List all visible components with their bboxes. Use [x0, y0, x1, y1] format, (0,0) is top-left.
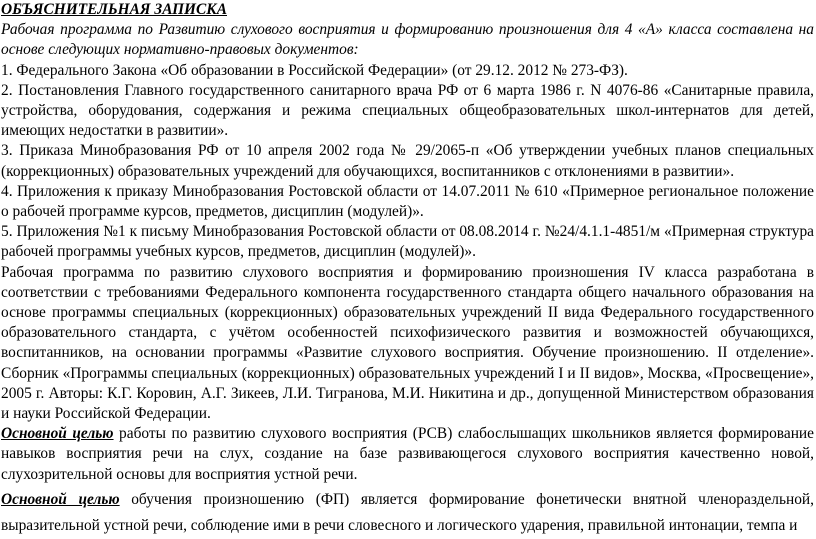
body-paragraph: Рабочая программа по развитию слухового восприятия и формированию произношения IV класса разработана в соответствии с требованиями Федерального компонента государственного стандарта общего начального образования на основе программы специальных (коррекционных) образовательных учреждений II вида Федерального государственного образовательного стандарта, с учётом особенностей психофизического развития и возможностей обучающихся, воспитанников, на основании программы «Развитие слухового восприятия. Обучение произношению. II отделение». Сборник «Программы специальных (коррекционных) образовательных учреждений I и II видов», Москва, «Просвещение», 2005 г. Авторы: К.Г. Коровин, А.Г. Зикеев, Л.И. Тигранова, М.И. Никитина и др., допущенной Министерством образования и науки Российской Федерации. [1, 263, 814, 423]
goal-label: Основной целью [1, 425, 114, 443]
goal-text: работы по развитию слухового восприятия (РСВ) слабослышащих школьников является формирование навыков восприятия речи на слух, создание на базе развивающегося слухового восприятия качественно новой, слухозрительной основы для восприятия устной речи. [1, 425, 815, 483]
document-title: ОБЪЯСНИТЕЛЬНАЯ ЗАПИСКА [1, 1, 227, 18]
list-item-1: 1. Федерального Закона «Об образовании в Российской Федерации» (от 29.12. 2012 № 273-ФЗ). [1, 61, 628, 79]
list-item-3: 3. Приказа Минобразования РФ от 10 апреля 2002 года № 29/2065-п «Об утверждении учебных планов специальных (коррекционных) образовательных учреждений для обучающихся, воспитанников с отклонениями в развитии». [1, 142, 814, 180]
goal-label: Основной целью [1, 490, 120, 508]
list-item-4: 4. Приложения к приказу Минобразования Ростовской области от 14.07.2011 № 610 «Примерное региональное положение о рабочей программе курсов, предметов, дисциплин (модулей)». [1, 182, 814, 221]
intro-paragraph: Рабочая программа по Развитию слухового восприятия и формированию произношения для 4 «А» класса составлена на основе следующих нормативно-правовых документов: [1, 21, 814, 59]
goal-paragraph-fp [1, 487, 814, 539]
goal-text: обучения произношению (ФП) является формирование фонетически внятной членораздельной, выразительной устной речи, соблюдение ими в речи словесного и логического ударения, правильной интонации, темпа и [1, 490, 815, 534]
list-item-2: 2. Постановления Главного государственного санитарного врача РФ от 6 марта 1986 г. N 4076-86 «Санитарные правила, устройства, оборудования, содержания и режима специальных общеобразовательных школ-интернатов для детей, имеющих недостатки в развитии». [1, 81, 814, 140]
goal-paragraph-rsv [1, 424, 814, 485]
list-item-5: 5. Приложения №1 к письму Минобразования Ростовской области от 08.08.2014 г. №24/4.1.1-4851/м «Примерная структура рабочей программы учебных курсов, предметов, дисциплин (модулей)». [1, 223, 814, 261]
